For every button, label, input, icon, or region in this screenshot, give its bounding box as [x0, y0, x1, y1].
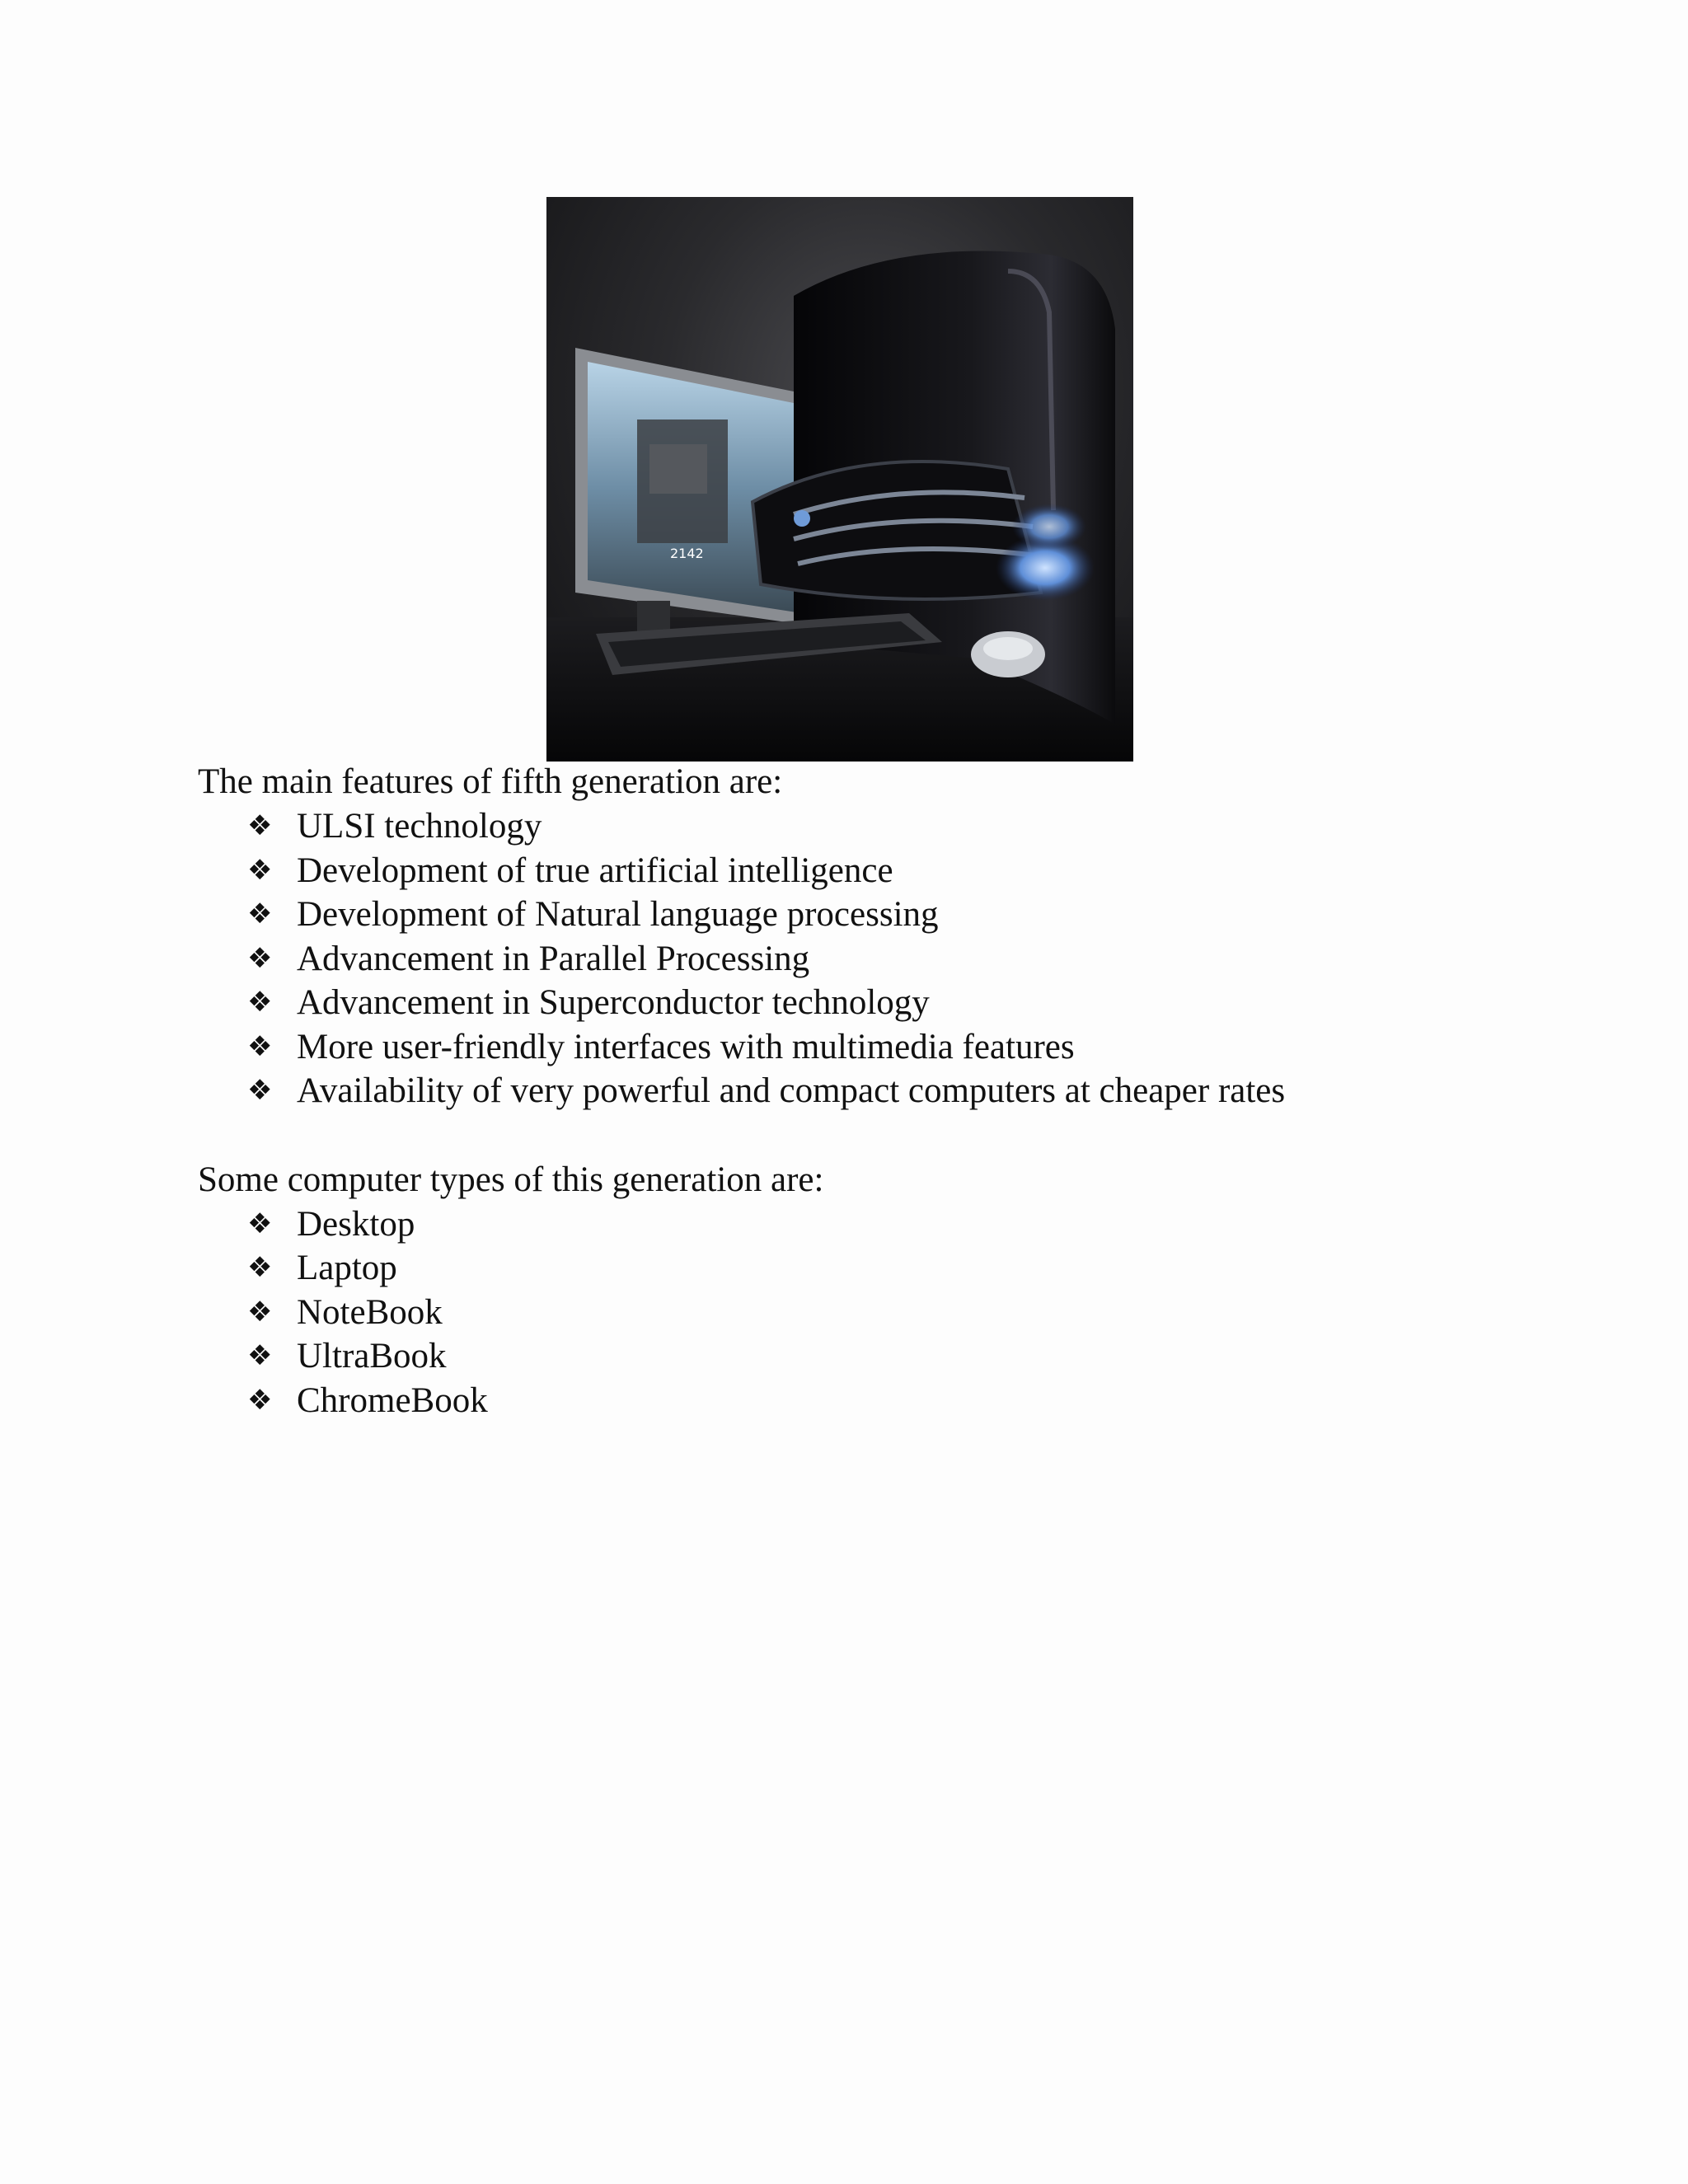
spacer: [198, 1113, 1599, 1158]
features-heading: The main features of fifth generation are:: [198, 762, 783, 801]
list-item: ❖ Availability of very powerful and compact computers at cheaper rates: [198, 1069, 1599, 1113]
list-item: ❖ Development of true artificial intelligence: [198, 849, 1599, 893]
features-list: [198, 804, 1599, 1113]
diamond-bullet-icon: ❖: [247, 1383, 273, 1417]
list-item: ❖ ULSI technology: [198, 804, 1599, 849]
computer-types-heading: Some computer types of this generation are:: [198, 1160, 824, 1199]
list-item: ❖ ChromeBook: [198, 1379, 1599, 1423]
list-item: ❖ NoteBook: [198, 1291, 1599, 1335]
list-item: ❖ Development of Natural language processing: [198, 893, 1599, 937]
diamond-bullet-icon: ❖: [247, 1339, 273, 1372]
computer-types-list: [198, 1202, 1599, 1423]
diamond-bullet-icon: ❖: [247, 1029, 273, 1063]
diamond-bullet-icon: ❖: [247, 809, 273, 842]
diamond-bullet-icon: ❖: [247, 853, 273, 887]
monitor-label: 2142: [670, 546, 704, 561]
list-item: ❖ More user-friendly interfaces with multimedia features: [198, 1025, 1599, 1070]
document-body: [198, 760, 1599, 1422]
diamond-bullet-icon: ❖: [247, 1207, 273, 1240]
desktop-computer-illustration: [546, 197, 1133, 762]
list-item: ❖ UltraBook: [198, 1334, 1599, 1379]
list-item: ❖ Laptop: [198, 1246, 1599, 1291]
diamond-bullet-icon: ❖: [247, 1251, 273, 1284]
list-item: ❖ Advancement in Superconductor technology: [198, 981, 1599, 1025]
diamond-bullet-icon: ❖: [247, 898, 273, 930]
diamond-bullet-icon: ❖: [247, 1074, 273, 1107]
diamond-bullet-icon: ❖: [247, 941, 273, 975]
desktop-computer-photo: [546, 197, 1133, 762]
diamond-bullet-icon: ❖: [247, 1295, 273, 1329]
diamond-bullet-icon: ❖: [247, 986, 273, 1019]
list-item: ❖ Desktop: [198, 1202, 1599, 1247]
list-item: ❖ Advancement in Parallel Processing: [198, 937, 1599, 982]
